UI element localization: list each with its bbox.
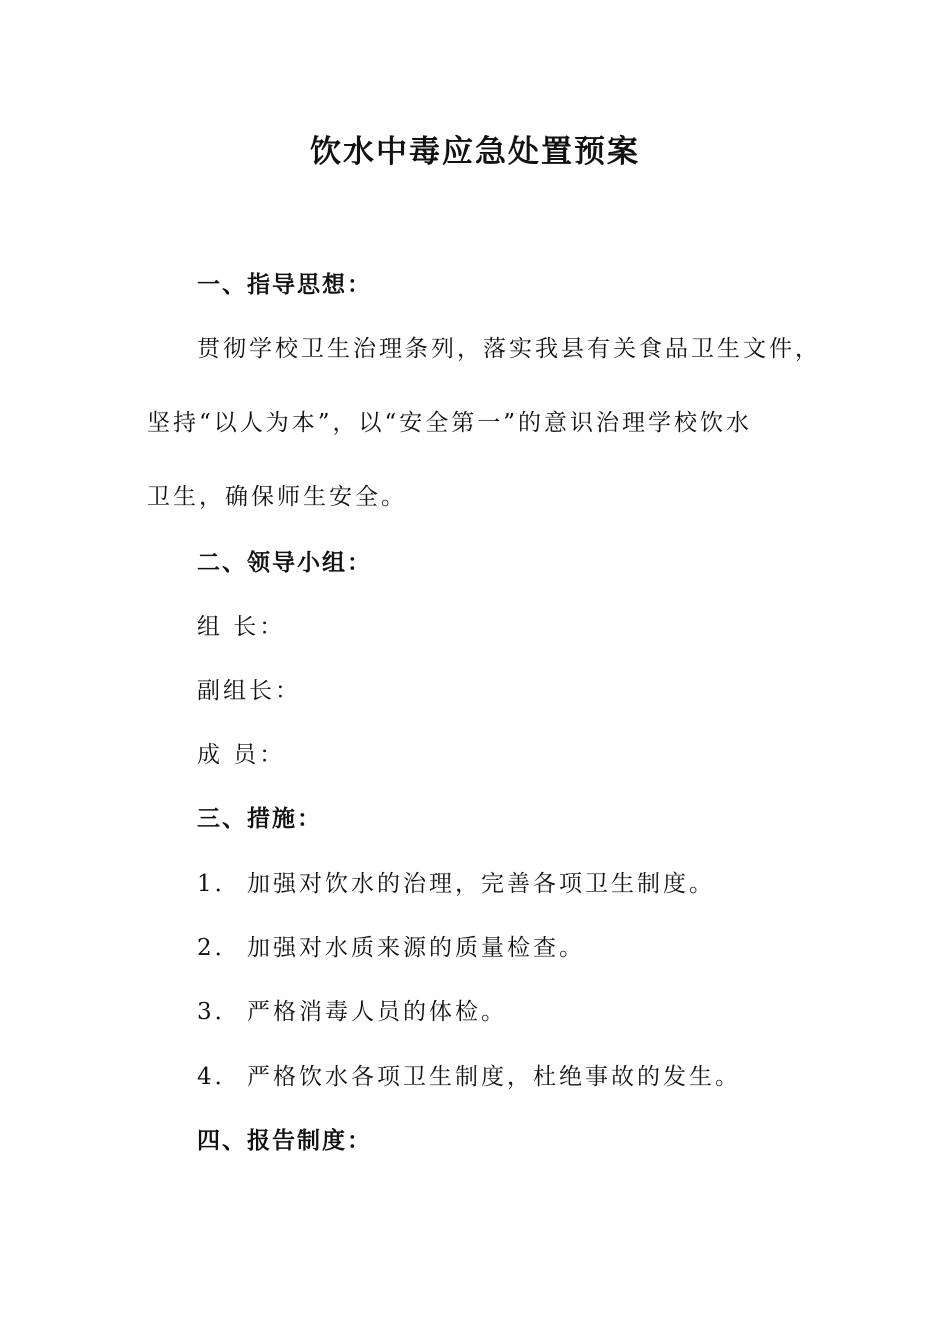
list-item <box>197 997 507 1027</box>
list-item <box>197 869 715 899</box>
paragraph-line: 卫生，确保师生安全。 <box>147 484 407 510</box>
list-item-number: 3． <box>197 999 241 1025</box>
section-heading-reporting: 四、报告制度： <box>197 1127 372 1154</box>
document-title: 饮水中毒应急处置预案 <box>310 134 640 170</box>
list-item-text: 加强对水质来源的质量检查。 <box>247 935 585 961</box>
list-item <box>197 933 585 963</box>
section-heading-guiding: 一、指导思想： <box>197 271 372 298</box>
list-item-text: 加强对饮水的治理，完善各项卫生制度。 <box>247 871 715 897</box>
list-item-number: 2． <box>197 935 241 961</box>
role-deputy-leader: 副组长： <box>197 678 301 704</box>
role-members: 成 员： <box>197 742 286 768</box>
section-heading-leadership: 二、领导小组： <box>197 549 372 576</box>
list-item-number: 4． <box>197 1064 241 1090</box>
paragraph-line: 坚持“以人为本”，以“安全第一”的意识治理学校饮水 <box>147 410 753 436</box>
section-heading-measures: 三、措施： <box>197 805 322 832</box>
paragraph-line: 贯彻学校卫生治理条列，落实我县有关食品卫生文件， <box>197 336 821 362</box>
list-item-text: 严格饮水各项卫生制度，杜绝事故的发生。 <box>247 1064 741 1090</box>
list-item <box>197 1062 741 1092</box>
list-item-number: 1． <box>197 871 241 897</box>
list-item-text: 严格消毒人员的体检。 <box>247 999 507 1025</box>
role-leader: 组 长： <box>197 614 286 640</box>
